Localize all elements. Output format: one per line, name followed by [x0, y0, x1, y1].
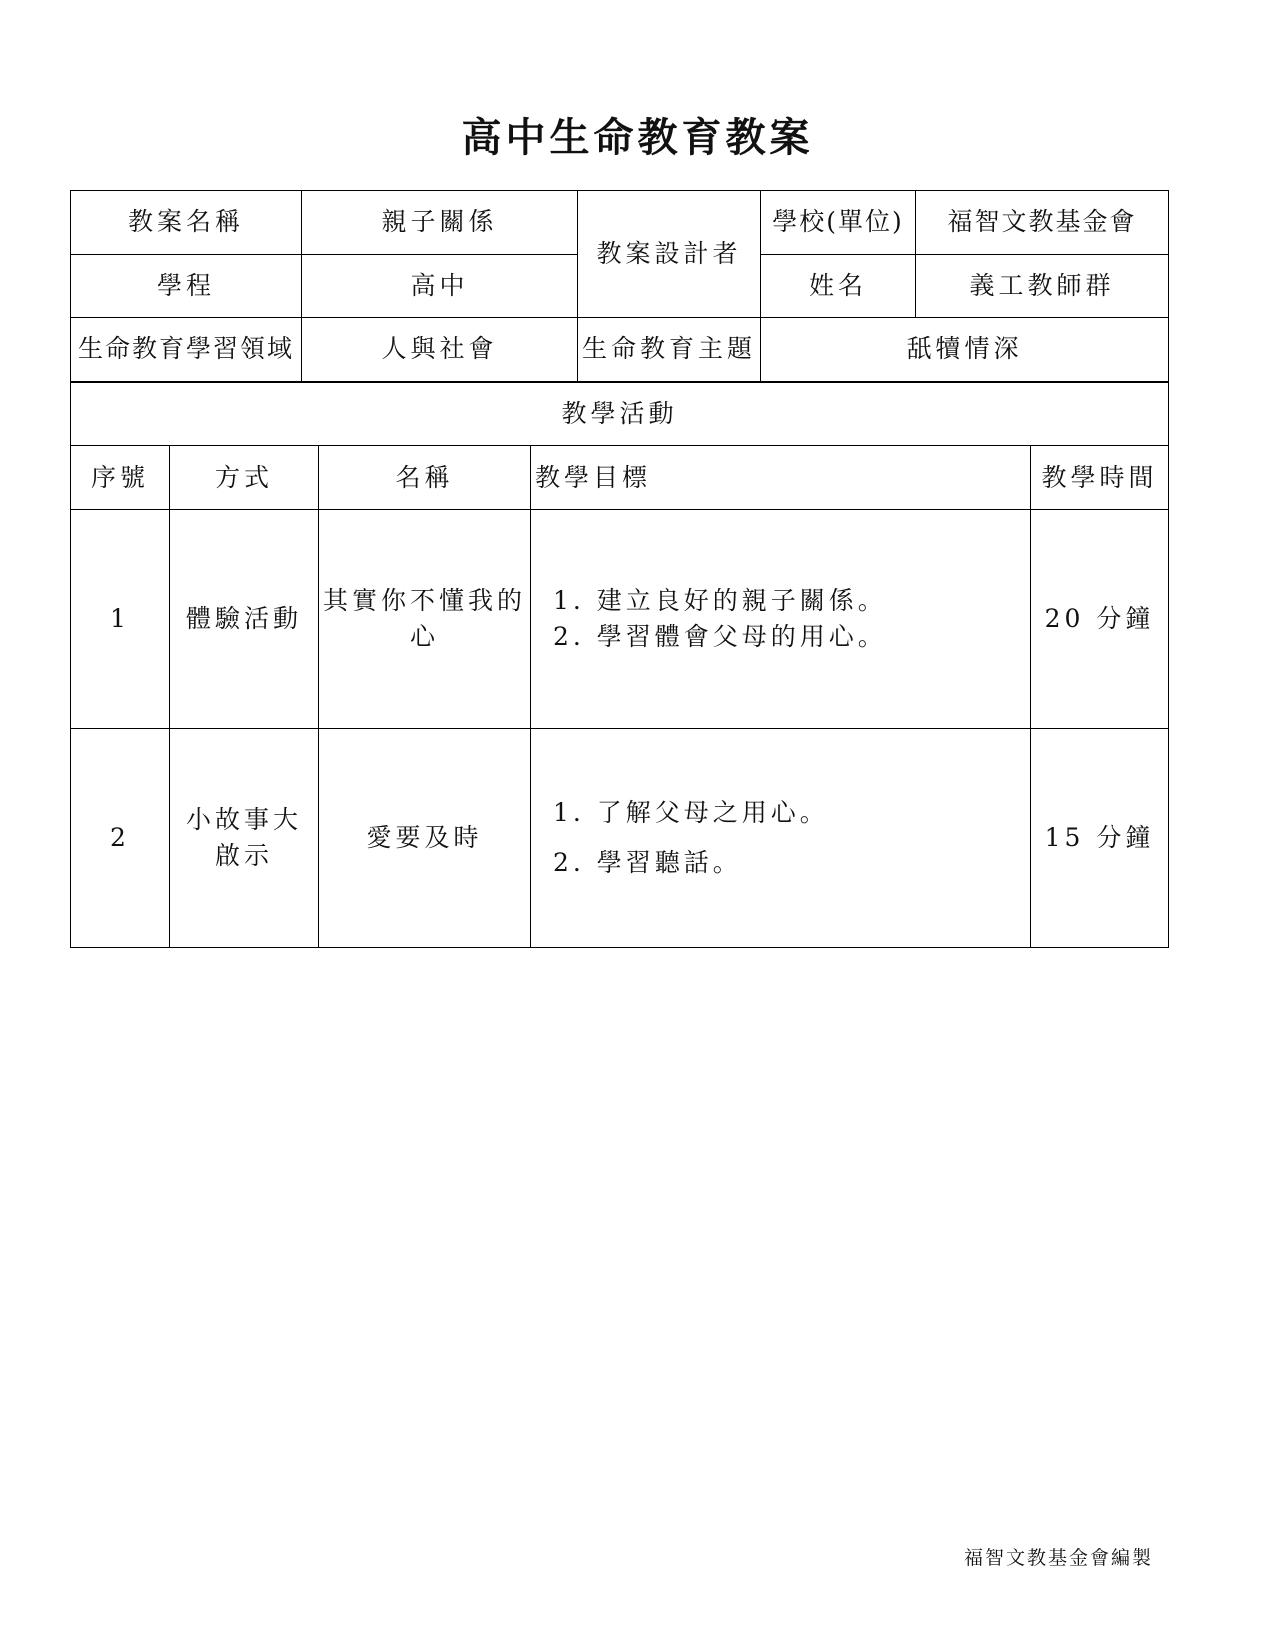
- plan-name-value: 親子關係: [302, 191, 578, 255]
- theme-value: 舐犢情深: [761, 318, 1169, 382]
- level-value: 高中: [302, 254, 578, 318]
- activities-section-title: 教學活動: [71, 383, 1169, 446]
- goal-item: 2. 學習體會父母的用心。: [553, 622, 887, 651]
- goal-item: 2. 學習聽話。: [553, 848, 742, 877]
- info-row-1: [71, 191, 1169, 255]
- activities-section-row: [71, 383, 1169, 446]
- page-title: 高中生命教育教案: [461, 114, 814, 161]
- goal-item: 1. 了解父母之用心。: [553, 798, 829, 827]
- level-label: 學程: [71, 254, 302, 318]
- row-time: 20 分鐘: [1031, 510, 1169, 729]
- lesson-info-table: [70, 190, 1169, 382]
- header-no: 序號: [71, 446, 170, 510]
- row-method: 體驗活動: [170, 510, 319, 729]
- activities-table: [70, 382, 1169, 948]
- header-name: 名稱: [319, 446, 531, 510]
- row-no: 1: [71, 510, 170, 729]
- header-method: 方式: [170, 446, 319, 510]
- row-method: 小故事大啟示: [170, 729, 319, 948]
- plan-name-label: 教案名稱: [71, 191, 302, 255]
- domain-label: 生命教育學習領域: [71, 318, 302, 382]
- name-value: 義工教師群: [916, 254, 1169, 318]
- school-label: 學校(單位): [761, 191, 916, 255]
- row-goals: [531, 729, 1031, 948]
- header-time: 教學時間: [1031, 446, 1169, 510]
- designer-label: 教案設計者: [578, 191, 761, 318]
- row-no: 2: [71, 729, 170, 948]
- row-name: 愛要及時: [319, 729, 531, 948]
- row-time: 15 分鐘: [1031, 729, 1169, 948]
- table-row: [71, 729, 1169, 948]
- activities-header-row: [71, 446, 1169, 510]
- info-row-3: [71, 318, 1169, 382]
- row-name: 其實你不懂我的心: [319, 510, 531, 729]
- goal-item: 1. 建立良好的親子關係。: [553, 586, 887, 615]
- theme-label: 生命教育主題: [578, 318, 761, 382]
- name-label: 姓名: [761, 254, 916, 318]
- row-goals: [531, 510, 1031, 729]
- school-value: 福智文教基金會: [916, 191, 1169, 255]
- table-row: [71, 510, 1169, 729]
- footer-credit: 福智文教基金會編製: [963, 1547, 1153, 1569]
- header-goals: 教學目標: [531, 446, 1031, 510]
- domain-value: 人與社會: [302, 318, 578, 382]
